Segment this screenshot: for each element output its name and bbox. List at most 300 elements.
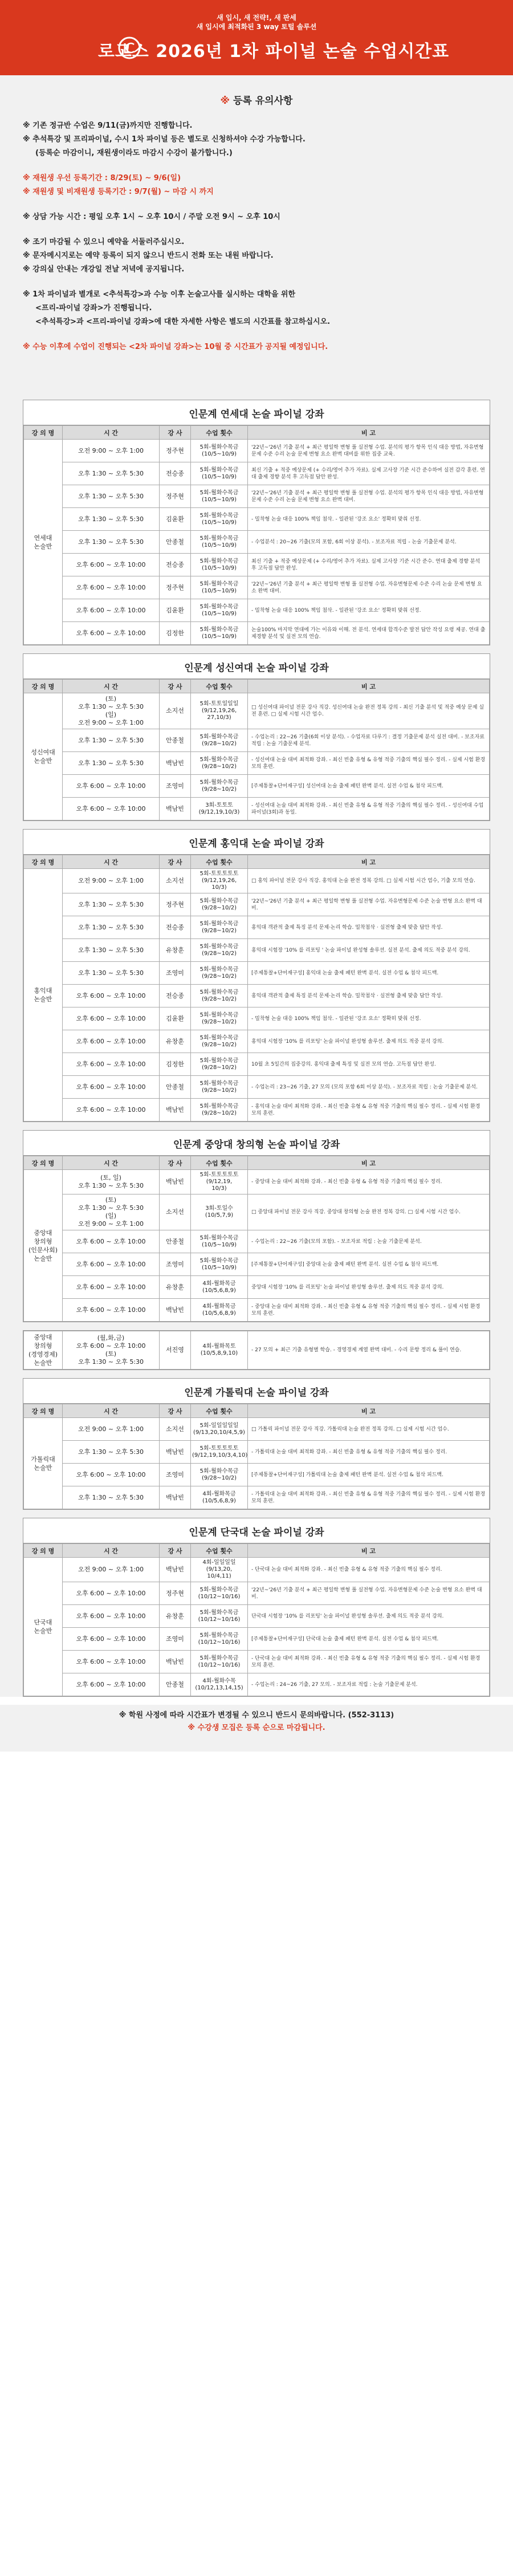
lesson-count: 5회-월화수목금 (9/28~10/2) <box>191 985 248 1007</box>
notice-line: ※ 기존 정규반 수업은 9/11(금)까지만 진행합니다. <box>23 121 193 130</box>
header-room: 강 사 <box>160 855 191 869</box>
class-note: - 수업논리 : 23~26 기출, 27 모의 (모의 포함 6회 이상 분석). - 보조자료 적립 : 논술 기출문제 분석. <box>248 1076 490 1099</box>
instructor-name: 전승종 <box>160 985 191 1007</box>
header-slogan: 새 입시, 새 전략!, 새 판세 <box>217 14 296 22</box>
class-note: - 홍익대 논술 대비 최적화 강좌. - 최신 빈출 유형 & 유형 적중 기출의 핵심 필수 정리. - 실제 시험 환경 모의 훈련. <box>248 1099 490 1122</box>
lesson-count: 3회-토일수 (10/5,7,9) <box>191 1194 248 1230</box>
schedule-section <box>23 1518 490 1697</box>
lesson-count: 4회-월화목금 (10/5,6,8,9) <box>191 1486 248 1509</box>
class-note: '22년~'26년 기출 분석 + 최근 평일학 변형 풀 실전형 수업. 자유변형문제 수준 논술 변형 요소 완벽 대비. <box>248 1582 490 1605</box>
header-note: 비 고 <box>248 680 490 693</box>
lesson-count: 5회-월화수목금 (10/5~10/9) <box>191 531 248 554</box>
notice-title <box>23 92 490 107</box>
lesson-count: 5회-월화수목금 (10/5~10/9) <box>191 485 248 508</box>
class-note: 10월 초 5일간의 집중강의. 홍익대 출제 특징 및 실전 모의 연습. 고득점 답안 완성. <box>248 1053 490 1076</box>
class-time: 오후 1:30 ~ 오후 5:30 <box>63 508 160 531</box>
header-slogan: 새 입시에 최적화된 3 way 토털 솔루션 <box>196 23 317 31</box>
header-note: 비 고 <box>248 426 490 440</box>
notice-line: ※ 재원생 우선 등록기간 : 8/29(토) ~ 9/6(일) <box>23 174 181 182</box>
header-lec: 수업 횟수 <box>191 1544 248 1558</box>
class-time: 오후 6:00 ~ 오후 10:00 <box>63 622 160 645</box>
instructor-name: 정주현 <box>160 893 191 916</box>
instructor-name: 안종철 <box>160 1673 191 1696</box>
class-time: (토) 오후 1:30 ~ 오후 5:30 (일) 오전 9:00 ~ 오후 1:00 <box>63 693 160 729</box>
lesson-count: 5회-월화수목금 (10/5~10/9) <box>191 1230 248 1253</box>
lesson-count: 4회-월화목토 (10/5,8,9,10) <box>191 1331 248 1370</box>
class-note: - 수업논리 : 24~26 기출, 27 모의. - 보조자료 적립 : 논술 기출문제 분석. <box>248 1673 490 1696</box>
instructor-name: 안종철 <box>160 531 191 554</box>
course-name: 연세대 논술반 <box>24 440 63 645</box>
class-time: 오후 6:00 ~ 오후 10:00 <box>63 1253 160 1276</box>
section-title: 인문계 가톨릭대 논술 파이널 강좌 <box>23 1379 490 1404</box>
notice-line: ※ 재원생 및 비재원생 등록기간 : 9/7(월) ~ 마감 시 까지 <box>23 188 214 196</box>
class-time: 오전 9:00 ~ 오후 1:00 <box>63 1418 160 1441</box>
table-row <box>24 1628 490 1651</box>
class-time: 오후 6:00 ~ 오후 10:00 <box>63 798 160 820</box>
class-note: - 수업논리 : 22~26 기출(모의 포함). - 보조자료 적립 : 논술 기출문제 분석. <box>248 1230 490 1253</box>
star-icon: ※ <box>220 95 230 107</box>
class-note: 최신 기출 + 적중 예상문제 (+ 수리/영어 추가 자료). 실제 고사장 기준 시간 준수. 연대 출제 경향 분석 후 고득점 답안 완성. <box>248 554 490 576</box>
class-note: - 성신여대 논술 대비 최적화 강좌. - 최신 빈출 유형 & 유형 적중 기출의 핵심 필수 정리. - 실제 시험 환경 모의 훈련. <box>248 752 490 775</box>
notice-line: ※ 추석특강 및 프리파이널, 수시 1차 파이널 등은 별도로 신청하셔야 수강 가능합니다. <box>23 135 306 144</box>
table-row <box>24 1253 490 1276</box>
header-room: 강 사 <box>160 1404 191 1418</box>
class-note: - 중앙대 논술 대비 최적화 강좌. - 최신 빈출 유형 & 유형 적중 기출의 핵심 필수 정리. - 실제 시험 환경 모의 훈련. <box>248 1299 490 1322</box>
lesson-count: 5회-일일일일일 (9/13,20,10/4,5,9) <box>191 1418 248 1441</box>
instructor-name: 김윤환 <box>160 1007 191 1030</box>
table-row <box>24 576 490 599</box>
class-note: 최신 기출 + 적중 예상문제 (+ 수리/영어 추가 자료). 실제 고사장 기준 시간 준수하여 실전 감각 훈련. 연대 출제 경향 분석 후 고득점 답안 완성. <box>248 462 490 485</box>
class-note: - 밀착형 논술 대응 100% 책임 첨삭. - 일관된 '강조 요소' 정확히 맞춰 선정. <box>248 508 490 531</box>
schedule-table <box>23 679 490 820</box>
table-row <box>24 599 490 622</box>
section-title: 인문계 홍익대 논술 파이널 강좌 <box>23 830 490 855</box>
table-row <box>24 1194 490 1230</box>
class-time: 오전 9:00 ~ 오후 1:00 <box>63 440 160 462</box>
header-lec: 수업 횟수 <box>191 1156 248 1170</box>
instructor-name: 백남빈 <box>160 752 191 775</box>
header-room: 강 사 <box>160 1156 191 1170</box>
class-note: - 가톨릭대 논술 대비 최적화 강좌. - 최신 빈출 유형 & 유형 적중 기출의 핵심 필수 정리. <box>248 1441 490 1464</box>
header-note: 비 고 <box>248 855 490 869</box>
header-note: 비 고 <box>248 1404 490 1418</box>
instructor-name: 백남빈 <box>160 1170 191 1194</box>
instructor-name: 유창훈 <box>160 939 191 962</box>
instructor-name: 백남빈 <box>160 798 191 820</box>
page-footer <box>0 1705 513 1752</box>
table-row <box>24 1331 490 1370</box>
course-name: 중앙대 창의형 (인문사회) 논술반 <box>24 1170 63 1322</box>
lesson-count: 5회-월화수목금 (10/5~10/9) <box>191 599 248 622</box>
notice-line: ※ 상담 가능 시간 : 평일 오후 1시 ~ 오후 10시 / 주말 오전 9시 ~ 오후 10시 <box>23 213 280 221</box>
instructor-name: 정주현 <box>160 576 191 599</box>
page-header <box>0 0 513 75</box>
table-row <box>24 440 490 462</box>
header-slogans <box>197 13 317 31</box>
lesson-count: 5회-토토일일일 (9/12,19,26, 27,10/3) <box>191 693 248 729</box>
instructor-name: 유창훈 <box>160 1276 191 1299</box>
class-time: 오전 9:00 ~ 오후 1:00 <box>63 1558 160 1582</box>
instructor-name: 백남빈 <box>160 1558 191 1582</box>
class-time: 오후 1:30 ~ 오후 5:30 <box>63 916 160 939</box>
course-name: 홍익대 논술반 <box>24 869 63 1122</box>
page-title: 로고스 2026년 1차 파이널 논술 수업시간표 <box>97 42 450 62</box>
lesson-count: 5회-월화수목금 (9/28~10/2) <box>191 1464 248 1486</box>
class-note: [주제통찰+단어재구성] 홍익대 논술 출제 패턴 완벽 분석. 실전 수업 & 첨삭 피드백. <box>248 962 490 985</box>
lesson-count: 5회-월화수목금 (9/28~10/2) <box>191 752 248 775</box>
class-note: - 27 모의 + 최근 기출 유형별 학습. - 경영경제 계열 완벽 대비. - 수리 문항 정리 & 풀이 연습. <box>248 1331 490 1370</box>
table-header-row <box>24 1156 490 1170</box>
notice-group <box>23 172 490 199</box>
class-time: 오후 6:00 ~ 오후 10:00 <box>63 1582 160 1605</box>
lesson-count: 5회-월화수목금 (10/12~10/16) <box>191 1651 248 1673</box>
class-time: 오후 1:30 ~ 오후 5:30 <box>63 729 160 752</box>
header-room: 강 사 <box>160 680 191 693</box>
lesson-count: 5회-월화수목금 (9/28~10/2) <box>191 893 248 916</box>
table-row <box>24 554 490 576</box>
footer-line: ※ 수강생 모집은 등록 순으로 마감됩니다. <box>188 1724 325 1732</box>
schedule-sections <box>0 400 513 1697</box>
lesson-count: 5회-월화수목금 (10/12~10/16) <box>191 1582 248 1605</box>
table-header-row <box>24 1544 490 1558</box>
table-row <box>24 916 490 939</box>
lesson-count: 5회-월화수목금 (9/28~10/2) <box>191 729 248 752</box>
lesson-count: 5회-월화수목금 (10/5~10/9) <box>191 576 248 599</box>
lesson-count: 5회-월화수목금 (9/28~10/2) <box>191 1076 248 1099</box>
lesson-count: 5회-월화수목금 (9/28~10/2) <box>191 939 248 962</box>
instructor-name: 안종철 <box>160 729 191 752</box>
notice-group <box>23 288 490 329</box>
class-time: (월,화,금) 오후 6:00 ~ 오후 10:00 (토) 오후 1:30 ~ 오후 5:30 <box>63 1331 160 1370</box>
header-room: 강 사 <box>160 426 191 440</box>
class-time: 오후 1:30 ~ 오후 5:30 <box>63 962 160 985</box>
schedule-section <box>23 653 490 821</box>
logos-logo-icon <box>117 35 142 60</box>
table-row <box>24 985 490 1007</box>
class-note: 홍익대 객관적 출제 특징 분석 문제·논리 학습. 밀착첨삭 · 실전형 출제 맞춤 답안 작성. <box>248 985 490 1007</box>
class-note: - 수업분석 : 20~26 기출(모의 포함, 6회 이상 분석). - 보조자료 적립 - 논술 기출문제 분석. <box>248 531 490 554</box>
notice-line: (등록순 마감이니, 재원생이라도 마감시 수강이 불가합니다.) <box>35 149 233 157</box>
instructor-name: 전승종 <box>160 916 191 939</box>
lesson-count: 5회-월화수목금 (9/28~10/2) <box>191 1099 248 1122</box>
header-course: 강 의 명 <box>24 855 63 869</box>
lesson-count: 5회-월화수목금 (9/28~10/2) <box>191 1030 248 1053</box>
class-note: [주제통찰+단어재구성] 중앙대 논술 출제 패턴 완벽 분석. 실전 수업 & 첨삭 피드백. <box>248 1253 490 1276</box>
table-row <box>24 752 490 775</box>
class-note: - 중앙대 논술 대비 최적화 강좌. - 최신 빈출 유형 & 유형 적중 기출의 핵심 필수 정리. <box>248 1170 490 1194</box>
table-row <box>24 1651 490 1673</box>
instructor-name: 소지선 <box>160 1418 191 1441</box>
schedule-section <box>23 829 490 1122</box>
class-time: 오후 1:30 ~ 오후 5:30 <box>63 893 160 916</box>
section-title: 인문계 성신여대 논술 파이널 강좌 <box>23 654 490 679</box>
class-note: 논술100% 마지막 연대에 가는 이유와 이해. 전 분석. 연세대 합격수준 발전 답안 작성 요령 제공. 연대 출제경향 분석 및 실전 모의 연습. <box>248 622 490 645</box>
table-row <box>24 1558 490 1582</box>
table-row <box>24 893 490 916</box>
course-name: 성신여대 논술반 <box>24 693 63 820</box>
class-time: 오후 6:00 ~ 오후 10:00 <box>63 775 160 798</box>
header-lec: 수업 횟수 <box>191 680 248 693</box>
class-note: - 가톨릭대 논술 대비 최적화 강좌. - 최신 빈출 유형 & 유형 적중 기출의 핵심 필수 정리. - 실제 시험 환경 모의 훈련. <box>248 1486 490 1509</box>
class-note: [주제통찰+단어재구성] 가톨릭대 논술 출제 패턴 완벽 분석. 실전 수업 & 첨삭 피드백. <box>248 1464 490 1486</box>
table-row <box>24 508 490 531</box>
header-note: 비 고 <box>248 1156 490 1170</box>
class-note: - 수업논리 : 22~26 기출(6회 이상 분석). - 수업자료 다루기 : 결정 기출문제 분석 실전 대비. - 보조자료 적립 : 논술 기출문제 분석. <box>248 729 490 752</box>
table-row <box>24 939 490 962</box>
schedule-section <box>23 400 490 645</box>
instructor-name: 안종철 <box>160 1076 191 1099</box>
schedule-section <box>23 1330 490 1370</box>
instructor-name: 백남빈 <box>160 1299 191 1322</box>
notice-panel <box>0 75 513 400</box>
table-row <box>24 1673 490 1696</box>
instructor-name: 조영미 <box>160 1253 191 1276</box>
class-time: 오후 6:00 ~ 오후 10:00 <box>63 1464 160 1486</box>
header-course: 강 의 명 <box>24 680 63 693</box>
class-time: 오후 6:00 ~ 오후 10:00 <box>63 599 160 622</box>
table-row <box>24 729 490 752</box>
header-time: 시 간 <box>63 1404 160 1418</box>
class-note: 단국대 시험장 '10% 를 리포팅' 논술 파이널 완성형 솔루션. 출제 의도 적중 분석 강의. <box>248 1605 490 1628</box>
lesson-count: 5회-월화수목금 (10/5~10/9) <box>191 440 248 462</box>
notice-group <box>23 340 490 354</box>
table-row <box>24 693 490 729</box>
class-note: 홍익대 객관적 출제 특징 분석 문제·논리 학습. 밀착첨삭 · 실전형 출제 맞춤 답안 작성. <box>248 916 490 939</box>
lesson-count: 3회-토토토 (9/12,19,10/3) <box>191 798 248 820</box>
class-time: 오후 6:00 ~ 오후 10:00 <box>63 1007 160 1030</box>
instructor-name: 김윤환 <box>160 508 191 531</box>
section-title: 인문계 연세대 논술 파이널 강좌 <box>23 400 490 425</box>
table-row <box>24 1007 490 1030</box>
lesson-count: 5회-월화수목금 (10/12~10/16) <box>191 1628 248 1651</box>
section-title: 인문계 중앙대 창의형 논술 파이널 강좌 <box>23 1131 490 1156</box>
instructor-name: 조영미 <box>160 1628 191 1651</box>
class-note: [주제통찰+단어재구성] 성신여대 논술 출제 패턴 완벽 분석. 실전 수업 & 첨삭 피드백. <box>248 775 490 798</box>
lesson-count: 5회-월화수목금 (10/5~10/9) <box>191 554 248 576</box>
notice-line: ※ 1차 파이널과 별개로 <추석특강>과 수능 이후 논술고사를 실시하는 대학을 위한 <box>23 290 296 299</box>
class-time: 오후 1:30 ~ 오후 5:30 <box>63 485 160 508</box>
notice-line: ※ 조기 마감될 수 있으니 예약을 서둘러주십시오. <box>23 238 185 246</box>
table-row <box>24 1099 490 1122</box>
course-name: 단국대 논술반 <box>24 1558 63 1696</box>
table-row <box>24 1230 490 1253</box>
class-note: '22년~'26년 기출 분석 + 최근 평일학 변형 풀 실전형 수업. 분석의 평가 항목 인식 대응 방법, 자유변형문제 수준 수리 논술 문제 변형 요소 완벽 대비. <box>248 485 490 508</box>
class-note: □ 홍익 파이널 전문 강사 직강. 홍익대 논술 완전 정복 강의. □ 실제 시험 시간 엄수, 기출 모의 연습. <box>248 869 490 893</box>
table-row <box>24 622 490 645</box>
class-note: '22년~'26년 기출 분석 + 최근 평일학 변형 풀 실전형 수업. 분석의 평가 항목 인식 대응 방법, 자유변형문제 수준 수리 논술 문제 변형 요소 완벽 대비를 위한 집중 교육. <box>248 440 490 462</box>
header-lec: 수업 횟수 <box>191 855 248 869</box>
header-time: 시 간 <box>63 426 160 440</box>
notice-line: <프리-파이널 강좌>가 진행됩니다. <box>35 304 152 312</box>
instructor-name: 정주현 <box>160 440 191 462</box>
instructor-name: 조영미 <box>160 775 191 798</box>
table-row <box>24 485 490 508</box>
table-row <box>24 1605 490 1628</box>
class-time: 오후 6:00 ~ 오후 10:00 <box>63 985 160 1007</box>
schedule-table <box>23 855 490 1122</box>
schedule-table <box>23 425 490 645</box>
class-note: □ 중앙대 파이널 전문 강사 직강. 중앙대 창의형 논술 완전 정복 강의. □ 실제 시험 시간 엄수. <box>248 1194 490 1230</box>
notice-group <box>23 119 490 160</box>
lesson-count: 5회-월화수목금 (10/12~10/16) <box>191 1605 248 1628</box>
instructor-name: 소지선 <box>160 693 191 729</box>
lesson-count: 5회-월화수목금 (9/28~10/2) <box>191 1007 248 1030</box>
table-header-row <box>24 1404 490 1418</box>
instructor-name: 김정한 <box>160 1053 191 1076</box>
lesson-count: 5회-월화수목금 (10/5~10/9) <box>191 622 248 645</box>
class-time: 오전 9:00 ~ 오후 1:00 <box>63 869 160 893</box>
lesson-count: 4회-월화목금 (10/5,6,8,9) <box>191 1276 248 1299</box>
instructor-name: 유창훈 <box>160 1030 191 1053</box>
class-time: 오후 6:00 ~ 오후 10:00 <box>63 1099 160 1122</box>
header-course: 강 의 명 <box>24 1544 63 1558</box>
table-row <box>24 1076 490 1099</box>
table-header-row <box>24 855 490 869</box>
class-note: [주제통찰+단어재구성] 단국대 논술 출제 패턴 완벽 분석. 실전 수업 & 첨삭 피드백. <box>248 1628 490 1651</box>
instructor-name: 전승종 <box>160 462 191 485</box>
class-time: 오후 1:30 ~ 오후 5:30 <box>63 531 160 554</box>
lesson-count: 5회-월화수목금 (9/28~10/2) <box>191 916 248 939</box>
lesson-count: 5회-월화수목금 (10/5~10/9) <box>191 1253 248 1276</box>
header-note: 비 고 <box>248 1544 490 1558</box>
header-time: 시 간 <box>63 855 160 869</box>
table-row <box>24 869 490 893</box>
class-time: 오후 6:00 ~ 오후 10:00 <box>63 1673 160 1696</box>
instructor-name: 백남빈 <box>160 1486 191 1509</box>
notice-title-text: 등록 유의사항 <box>233 95 293 107</box>
lesson-count: 5회-월화수목금 (10/5~10/9) <box>191 508 248 531</box>
table-row <box>24 1582 490 1605</box>
schedule-table <box>23 1543 490 1696</box>
lesson-count: 5회-월화수목금 (9/28~10/2) <box>191 962 248 985</box>
table-header-row <box>24 680 490 693</box>
lesson-count: 5회-토토토토토 (9/12,19,26, 10/3) <box>191 869 248 893</box>
header-course: 강 의 명 <box>24 426 63 440</box>
lesson-count: 4회-월화수목 (10/12,13,14,15) <box>191 1673 248 1696</box>
notice-group <box>23 235 490 277</box>
class-note: - 밀착형 논술 대응 100% 책임 첨삭. - 일관된 '강조 요소' 정확히 맞춰 선정. <box>248 599 490 622</box>
header-course: 강 의 명 <box>24 1156 63 1170</box>
instructor-name: 김정한 <box>160 622 191 645</box>
class-time: 오후 1:30 ~ 오후 5:30 <box>63 752 160 775</box>
table-row <box>24 798 490 820</box>
instructor-name: 백남빈 <box>160 1651 191 1673</box>
class-note: - 밀착형 논술 대응 100% 책임 첨삭. - 일관된 '강조 요소' 정확히 맞춰 선정. <box>248 1007 490 1030</box>
header-room: 강 사 <box>160 1544 191 1558</box>
instructor-name: 전승종 <box>160 554 191 576</box>
class-note: 홍익대 시험장 '10% 를 리포팅 ' 논술 파이널 완성형 솔루션. 실전 분석. 출제 의도 적중 분석 강의. <box>248 939 490 962</box>
course-name: 중앙대 창의형 (경영경제) 논술반 <box>24 1331 63 1370</box>
schedule-table <box>23 1404 490 1509</box>
table-header-row <box>24 426 490 440</box>
table-row <box>24 462 490 485</box>
instructor-name: 조영미 <box>160 962 191 985</box>
instructor-name: 소지선 <box>160 1194 191 1230</box>
table-row <box>24 1464 490 1486</box>
class-time: 오후 6:00 ~ 오후 10:00 <box>63 1076 160 1099</box>
header-time: 시 간 <box>63 1544 160 1558</box>
notice-line: <추석특강>과 <프리-파이널 강좌>에 대한 자세한 사항은 별도의 시간표를 참고하십시오. <box>35 318 331 326</box>
header-course: 강 의 명 <box>24 1404 63 1418</box>
instructor-name: 백남빈 <box>160 1099 191 1122</box>
course-name: 가톨릭대 논술반 <box>24 1418 63 1509</box>
class-note: - 단국대 논술 대비 최적화 강좌. - 최신 빈출 유형 & 유형 적중 기출의 핵심 필수 정리. <box>248 1558 490 1582</box>
instructor-name: 조영미 <box>160 1464 191 1486</box>
table-row <box>24 1486 490 1509</box>
table-row <box>24 962 490 985</box>
class-note: □ 성신여대 파이널 전문 강사 직강. 성신여대 논술 완전 정복 강의 - 최신 기출 분석 및 적중 예상 문제 실전 훈련. □ 실제 시험 시간 엄수. <box>248 693 490 729</box>
notice-line: ※ 수능 이후에 수업이 진행되는 <2차 파이널 강좌>는 10월 중 시간표가 공지될 예정입니다. <box>23 343 328 351</box>
footer-line: ※ 학원 사정에 따라 시간표가 변경될 수 있으니 반드시 문의바랍니다. (552-3113) <box>119 1711 394 1720</box>
schedule-table <box>23 1156 490 1322</box>
class-time: 오후 6:00 ~ 오후 10:00 <box>63 1230 160 1253</box>
lesson-count: 5회-월화수목금 (10/5~10/9) <box>191 462 248 485</box>
lesson-count: 5회-토토토토토 (9/12,19,10/3,4,10) <box>191 1441 248 1464</box>
instructor-name: 백남빈 <box>160 1441 191 1464</box>
class-time: 오후 6:00 ~ 오후 10:00 <box>63 576 160 599</box>
schedule-section <box>23 1378 490 1510</box>
instructor-name: 김윤환 <box>160 599 191 622</box>
class-note: 홍익대 시험장 '10% 를 리포팅' 논술 파이널 완성형 솔루션. 출제 의도 적중 분석 강의. <box>248 1030 490 1053</box>
lesson-count: 5회-토토토토토 (9/12,19, 10/3) <box>191 1170 248 1194</box>
table-row <box>24 531 490 554</box>
class-note: □ 가톨릭 파이널 전문 강사 직강. 가톨릭대 논술 완전 정복 강의. □ 실제 시험 시간 엄수. <box>248 1418 490 1441</box>
class-time: 오후 6:00 ~ 오후 10:00 <box>63 1299 160 1322</box>
lesson-count: 4회-일일일일 (9/13,20, 10/4,11) <box>191 1558 248 1582</box>
lesson-count: 5회-월화수목금 (9/28~10/2) <box>191 775 248 798</box>
class-time: (토, 일) 오후 1:30 ~ 오후 5:30 <box>63 1170 160 1194</box>
class-note: '22년~'26년 기출 분석 + 최근 평일학 변형 풀 실전형 수업. 자유변형문제 수준 논술 변형 요소 완벽 대비. <box>248 893 490 916</box>
table-row <box>24 1170 490 1194</box>
header-time: 시 간 <box>63 1156 160 1170</box>
class-time: 오후 1:30 ~ 오후 5:30 <box>63 462 160 485</box>
class-note: - 단국대 논술 대비 최적화 강좌. - 최신 빈출 유형 & 유형 적중 기출의 핵심 필수 정리. - 실제 시험 환경 모의 훈련. <box>248 1651 490 1673</box>
instructor-name: 소지선 <box>160 869 191 893</box>
class-note: '22년~'26년 기출 분석 + 최근 평일학 변형 풀 실전형 수업. 자유변형문제 수준 수리 논술 문제 변형 요소 완벽 대비. <box>248 576 490 599</box>
class-time: (토) 오후 1:30 ~ 오후 5:30 (일) 오전 9:00 ~ 오후 1:00 <box>63 1194 160 1230</box>
notice-group <box>23 210 490 224</box>
instructor-name: 유창훈 <box>160 1605 191 1628</box>
header-time: 시 간 <box>63 680 160 693</box>
header-lec: 수업 횟수 <box>191 426 248 440</box>
class-time: 오후 6:00 ~ 오후 10:00 <box>63 554 160 576</box>
class-time: 오후 1:30 ~ 오후 5:30 <box>63 939 160 962</box>
class-time: 오후 6:00 ~ 오후 10:00 <box>63 1276 160 1299</box>
class-time: 오후 6:00 ~ 오후 10:00 <box>63 1605 160 1628</box>
lesson-count: 5회-월화수목금 (9/28~10/2) <box>191 1053 248 1076</box>
notice-groups <box>23 119 490 354</box>
table-row <box>24 775 490 798</box>
instructor-name: 안종철 <box>160 1230 191 1253</box>
schedule-section <box>23 1130 490 1322</box>
class-time: 오후 1:30 ~ 오후 5:30 <box>63 1441 160 1464</box>
table-row <box>24 1053 490 1076</box>
notice-line: ※ 문자메시지로는 예약 등록이 되지 않으니 반드시 전화 또는 내원 바랍니다. <box>23 251 274 260</box>
notice-line: ※ 강의실 안내는 개강일 전날 저녁에 공지됩니다. <box>23 265 185 274</box>
class-time: 오후 6:00 ~ 오후 10:00 <box>63 1628 160 1651</box>
table-row <box>24 1030 490 1053</box>
table-row <box>24 1299 490 1322</box>
class-time: 오후 1:30 ~ 오후 5:30 <box>63 1486 160 1509</box>
instructor-name: 정주현 <box>160 1582 191 1605</box>
class-note: - 성신여대 논술 대비 최적화 강좌. - 최신 빈출 유형 & 유형 적중 기출의 핵심 필수 정리. - 성신여대 수업 파이널(3회)과 동일. <box>248 798 490 820</box>
header-lec: 수업 횟수 <box>191 1404 248 1418</box>
section-title: 인문계 단국대 논술 파이널 강좌 <box>23 1518 490 1543</box>
lesson-count: 4회-월화목금 (10/5,6,8,9) <box>191 1299 248 1322</box>
instructor-name: 정주현 <box>160 485 191 508</box>
table-row <box>24 1418 490 1441</box>
class-note: 중앙대 시험장 '10% 를 리포팅' 논술 파이널 완성형 솔루션. 출제 의도 적중 분석 강의. <box>248 1276 490 1299</box>
